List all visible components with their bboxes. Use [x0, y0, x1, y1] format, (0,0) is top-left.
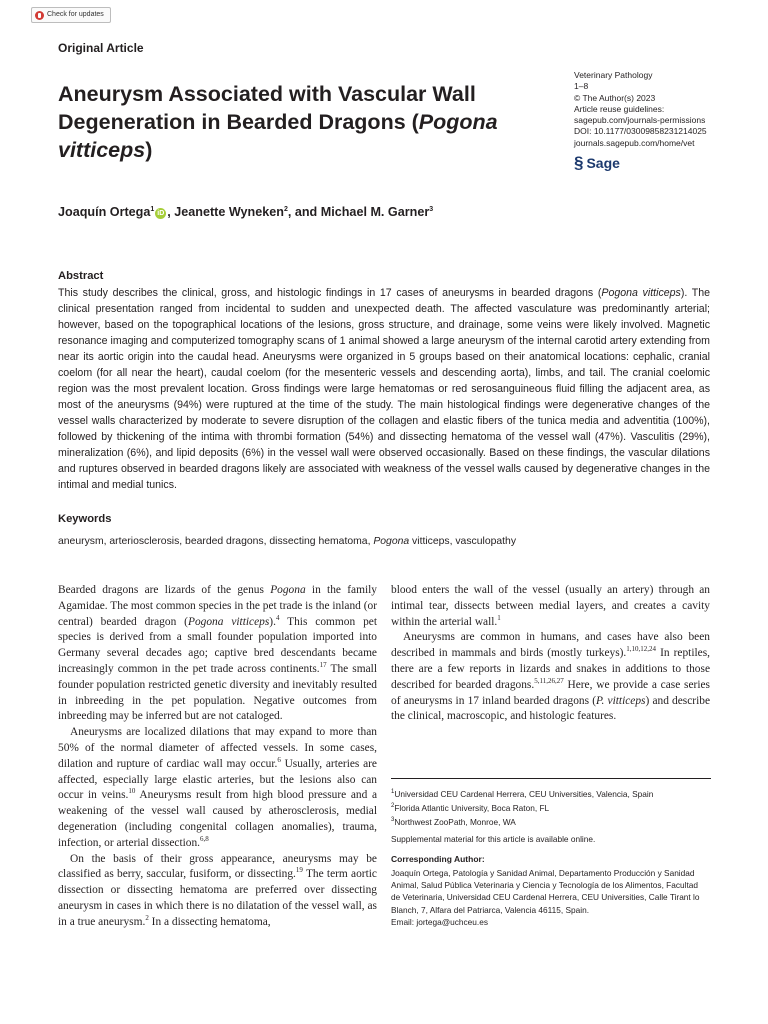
affiliation-marker: 2: [391, 802, 395, 809]
citation-ref[interactable]: 19: [295, 866, 303, 875]
citation-ref[interactable]: 1: [497, 613, 501, 622]
author-2-affil: 2: [283, 205, 288, 213]
journal-name: Veterinary Pathology: [574, 70, 653, 80]
text-run: Aneurysms result from high blood pressure and a weakening of the vessel wall caused by atherosclerosis, medial degeneration (including congenital collagen anomalies), trauma, infection, or arterial dissection.: [58, 789, 378, 849]
citation-ref[interactable]: 6: [277, 755, 281, 764]
citation-ref[interactable]: 1,10,12,24: [626, 645, 657, 654]
affiliation-marker: 1: [391, 789, 395, 795]
affiliation-3: [391, 814, 653, 828]
publisher-name: Sage: [586, 155, 620, 171]
text-run: The term aortic dissection or dissecting hematoma are preferred over dissecting aneurysm in cases in which there is no dilatation of the vessel wall, as in a true aneurysm.: [58, 868, 377, 928]
article-title: [58, 80, 558, 164]
affiliation-1: [391, 786, 653, 800]
affiliation-text: Universidad CEU Cardenal Herrera, CEU Universities, Valencia, Spain: [394, 788, 654, 799]
text-run: ) and describe the clinical, macroscopic, and histologic features.: [391, 694, 711, 723]
author-separator: ,: [167, 205, 175, 219]
sage-s-icon: §: [574, 153, 584, 172]
abstract-species: Pogona vitticeps: [601, 287, 681, 299]
abstract-part-2: ). The clinical presentation ranged from incidental to sudden and unexpected death. The affected vasculature was predominantly arterial; however, based on the topographical locations of the lesions, gross structure, and drainage, some veins were likely involved. Magnetic resonance imaging and computerized tomography scans of 1 animal showed a large aneurysm of the internal carotid artery extending from near its aortic origin into the caudal head. Aneurysms were organized in 5 groups based on their anatomical locations: cephalic, cranial coelom (for all near the heart), caudal coelom (for the mesenteric vessels and descending aorta), limbs, and tail. The cranial coelomic region was the most prevalent location. Gross findings were large hematomas or red serosanguineous fluid filling the adjacent area, as most of the aneurysms (94%) were ruptured at the time of the study. The main histological findings were degenerative changes of the vessel walls characterized by moderate to severe disruption of the collagen and elastic fibers of the tunica media and adventitia (100%), followed by thickening of the intima with thrombi formation (54%) and dissecting hematoma of the vessel wall (47%). Vasculitis (29%), mineralization (6%), and lipid deposits (6%) in the vessel wall were observed occasionally. Based on these findings, the vascular dilations and ruptures observed in bearded dragons likely are associated with weakness of the vessel walls caused by degenerative changes in the intimal and medial tunics.: [58, 287, 710, 491]
paragraph: [58, 583, 377, 725]
title-main: Aneurysm Associated with Vascular Wall Degeneration in Bearded Dragons (: [58, 82, 476, 134]
citation-ref[interactable]: 10: [128, 787, 136, 796]
text-run: Here, we provide a case series of aneurysms in 17 inland bearded dragons (: [391, 678, 710, 707]
journal-info: [574, 70, 707, 149]
text-run: ).: [269, 615, 276, 628]
affiliation-marker: 3: [391, 816, 395, 823]
footnote-divider: [391, 778, 711, 779]
title-species: Pogona vitticeps: [58, 110, 498, 162]
paragraph: [58, 852, 377, 931]
affiliation-2: [391, 800, 653, 814]
doi-link[interactable]: DOI: 10.1177/03009858231214025: [574, 126, 707, 137]
author-1-affil: 1: [150, 205, 155, 213]
text-run: Aneurysms are common in humans, and cases have also been described in mammals and birds (mostly turkeys).: [391, 631, 710, 660]
species-name: P. vitticeps: [596, 694, 646, 707]
journal-home-link[interactable]: journals.sagepub.com/home/vet: [574, 137, 695, 148]
keywords-heading: Keywords: [58, 513, 112, 525]
paragraph: [58, 725, 377, 851]
abstract-heading: Abstract: [58, 270, 104, 282]
journal-copyright: © The Author(s) 2023: [574, 92, 656, 103]
citation-ref[interactable]: 17: [319, 661, 327, 670]
abstract-text: [58, 285, 710, 493]
crossmark-icon: [35, 11, 44, 20]
citation-ref[interactable]: 6,8: [200, 834, 209, 843]
author-3-affil: 3: [429, 205, 434, 213]
corresponding-author-heading: Corresponding Author:: [391, 854, 485, 864]
reuse-link[interactable]: sagepub.com/journals-permissions: [574, 115, 706, 126]
text-run: Aneurysms are localized dilations that may expand to more than 50% of the normal diameter of affected vessels. In some cases, dilation and rupture of cardiac wall may occur.: [58, 726, 377, 770]
author-list: [58, 205, 433, 219]
genus-name: Pogona: [270, 584, 306, 596]
journal-pages: 1–8: [574, 81, 589, 92]
article-type: Original Article: [58, 41, 144, 55]
text-run: On the basis of their gross appearance, aneurysms may be classified as berry, saccular, fusiform, or dissecting.: [58, 852, 377, 881]
corresponding-author-address: Joaquín Ortega, Patología y Sanidad Animal, Departamento Producción y Sanidad Animal, Salud Pública Veterinaria y Ciencia y Tecnología de los Alimentos, Facultad de Veterinaria, Universidad CEU Cardenal Herrera, CEU Universities, Calle Tirant lo Blanch, 7, Alfara del Patriarca, Valencia 46115, Spain.: [391, 868, 700, 915]
keywords-part-2: vitticeps, vasculopathy: [409, 536, 517, 547]
text-run: In a dissecting hematoma,: [148, 915, 271, 928]
title-end: ): [145, 138, 153, 162]
body-column-left: [58, 583, 377, 931]
author-and: , and: [287, 205, 321, 219]
species-name: Pogona vitticeps: [187, 615, 270, 628]
text-run: This common pet species is derived from a small founder population imported into Germany several decades ago; captive bred descendants became increasingly common in the pet trade across continents.: [58, 615, 377, 675]
orcid-icon[interactable]: iD: [157, 210, 165, 217]
author-2[interactable]: Jeanette Wyneken: [174, 205, 284, 219]
abstract-part-1: This study describes the clinical, gross, and histologic findings in 17 cases of aneurysms in bearded dragons (: [58, 287, 602, 299]
text-run: In reptiles, there are a few reports in lizards and snakes in additions to those described for bearded dragons.: [391, 647, 710, 691]
body-column-right: [391, 583, 710, 725]
paragraph: [391, 630, 710, 725]
text-run: The small founder population restricted genetic diversity and inevitably resulted in inbreeding in the pet population. Negative outcomes from inbreeding may be inferred but are not cataloged.: [58, 662, 377, 723]
keywords-part-1: aneurysm, arteriosclerosis, bearded dragons, dissecting hematoma,: [58, 536, 374, 547]
corresponding-author-info: [391, 867, 707, 928]
corresponding-author-email[interactable]: Email: jortega@uchceu.es: [391, 916, 488, 927]
affiliation-text: Florida Atlantic University, Boca Raton, FL: [394, 802, 550, 813]
affiliations: [391, 786, 653, 827]
check-for-updates-badge[interactable]: [31, 7, 111, 23]
affiliation-text: Northwest ZooPath, Monroe, WA: [394, 816, 516, 827]
publisher-logo: [574, 153, 620, 173]
author-1[interactable]: Joaquín Ortega: [58, 205, 151, 219]
check-for-updates-label: Check for updates: [47, 11, 104, 18]
text-run: blood enters the wall of the vessel (usually an artery) through an intimal tear, dissects between medial layers, and creates a cavity within the arterial wall.: [391, 584, 710, 628]
supplemental-note: Supplemental material for this article is available online.: [391, 834, 596, 844]
author-3[interactable]: Michael M. Garner: [320, 205, 430, 219]
keywords-genus: Pogona: [373, 536, 410, 547]
citation-ref[interactable]: 4: [275, 613, 280, 622]
citation-ref[interactable]: 2: [145, 913, 149, 922]
citation-ref[interactable]: 5,11,26,27: [534, 676, 564, 685]
reuse-label: Article reuse guidelines:: [574, 103, 665, 114]
text-run: in the family Agamidae. The most common species in the pet trade is the inland (or central) bearded dragon (: [58, 584, 377, 628]
text-run: Bearded dragons are lizards of the genus: [58, 584, 271, 596]
paragraph: [391, 583, 710, 630]
keywords-list: [58, 536, 516, 547]
text-run: Usually, arteries are affected, especially large elastic arteries, but the lesions also can occur in veins.: [58, 757, 377, 802]
